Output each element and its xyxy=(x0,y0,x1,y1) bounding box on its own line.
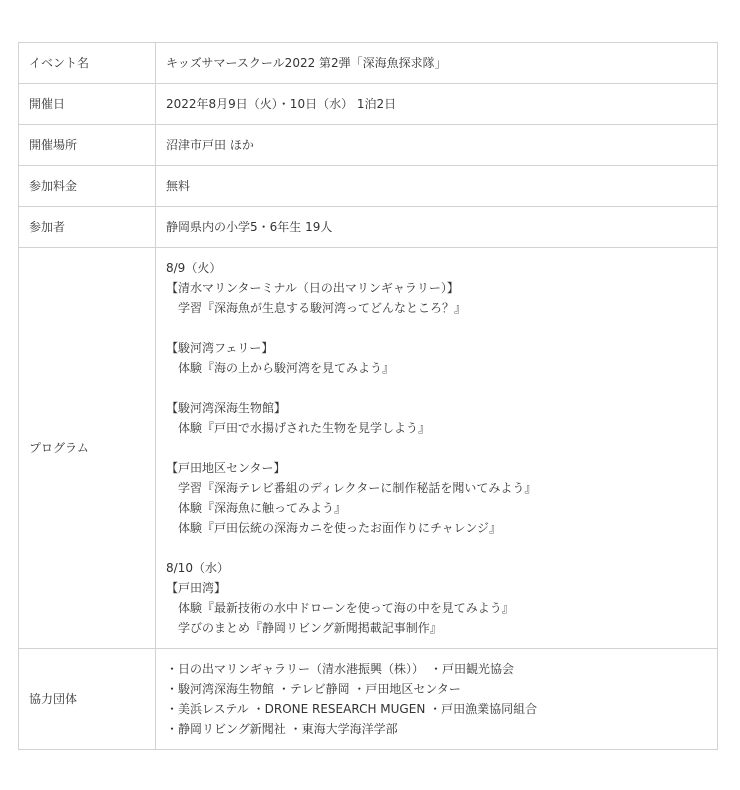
event-date-label: 開催日 xyxy=(19,84,156,125)
row-partners xyxy=(19,649,718,750)
program-label: プログラム xyxy=(19,248,156,649)
program-line: 【駿河湾深海生物館】 xyxy=(166,401,287,415)
row-event-date xyxy=(19,84,718,125)
program-line xyxy=(166,438,707,458)
program-line: 学習『深海魚が生息する駿河湾ってどんなところ？』 xyxy=(166,301,467,315)
row-event-name xyxy=(19,43,718,84)
event-name-label: イベント名 xyxy=(19,43,156,84)
partner-line: ・日の出マリンギャラリー（清水港振興（株）） ・戸田観光協会 xyxy=(166,662,515,676)
program-line: 8/10（水） xyxy=(166,561,229,575)
program-line: 体験『戸田伝統の深海カニを使ったお面作りにチャレンジ』 xyxy=(166,521,502,535)
partners-label: 協力団体 xyxy=(19,649,156,750)
partner-line: ・静岡リビング新聞社 ・東海大学海洋学部 xyxy=(166,722,398,736)
event-venue-label: 開催場所 xyxy=(19,125,156,166)
program-line: 8/9（火） xyxy=(166,261,222,275)
program-line xyxy=(166,378,707,398)
program-line xyxy=(166,538,707,558)
event-name-value: キッズサマースクール2022 第2弾「深海魚探求隊」 xyxy=(156,43,718,84)
program-line: 体験『海の上から駿河湾を見てみよう』 xyxy=(166,361,395,375)
program-line: 学習『深海テレビ番組のディレクターに制作秘話を聞いてみよう』 xyxy=(166,481,537,495)
program-line: 体験『最新技術の水中ドローンを使って海の中を見てみよう』 xyxy=(166,601,514,615)
program-line: 【戸田湾】 xyxy=(166,581,227,595)
program-line: 学びのまとめ『静岡リビング新聞掲載記事制作』 xyxy=(166,621,442,635)
event-venue-value: 沼津市戸田 ほか xyxy=(156,125,718,166)
program-lines xyxy=(166,258,707,638)
partners-lines xyxy=(166,659,707,739)
participants-label: 参加者 xyxy=(19,207,156,248)
program-line: 体験『深海魚に触ってみよう』 xyxy=(166,501,347,515)
partners-value xyxy=(156,649,718,750)
event-fee-label: 参加料金 xyxy=(19,166,156,207)
event-info-table xyxy=(18,42,718,750)
program-line: 【戸田地区センター】 xyxy=(166,461,286,475)
program-line: 体験『戸田で水揚げされた生物を見学しよう』 xyxy=(166,421,431,435)
program-line: 【清水マリンターミナル（日の出マリンギャラリー）】 xyxy=(166,281,459,295)
event-date-value: 2022年8月9日（火）・10日（水） 1泊2日 xyxy=(156,84,718,125)
event-fee-value: 無料 xyxy=(156,166,718,207)
program-line: 【駿河湾フェリー】 xyxy=(166,341,274,355)
row-event-fee xyxy=(19,166,718,207)
partner-line: ・美浜レステル ・DRONE RESEARCH MUGEN ・戸田漁業協同組合 xyxy=(166,702,538,716)
program-value xyxy=(156,248,718,649)
program-line xyxy=(166,318,707,338)
row-event-venue xyxy=(19,125,718,166)
participants-value: 静岡県内の小学5・6年生 19人 xyxy=(156,207,718,248)
row-participants xyxy=(19,207,718,248)
partner-line: ・駿河湾深海生物館 ・テレビ静岡 ・戸田地区センター xyxy=(166,682,461,696)
row-program xyxy=(19,248,718,649)
